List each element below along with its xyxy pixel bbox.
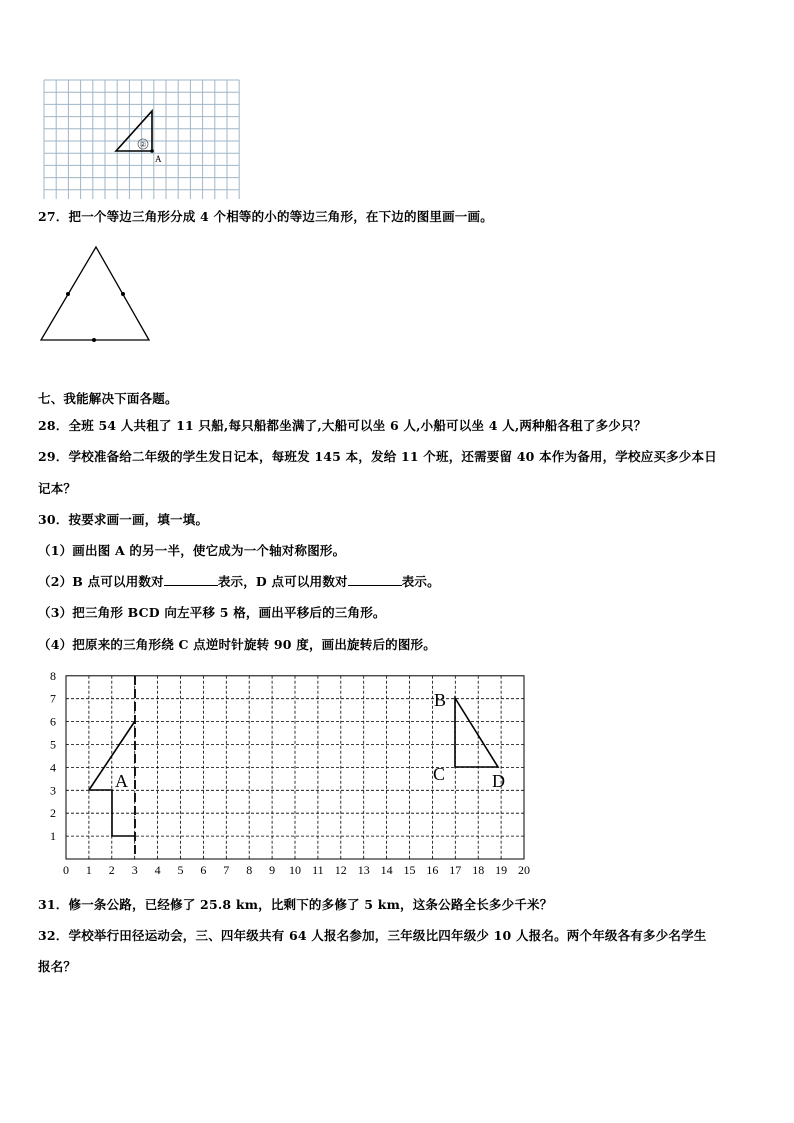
x-tick-label: 13 <box>357 863 370 877</box>
y-tick-label: 8 <box>50 668 56 683</box>
q30-intro: 30．按要求画一画，填一填。 <box>38 512 209 527</box>
x-tick-label: 5 <box>177 863 184 877</box>
point-a-dot <box>150 149 154 153</box>
q30-sub2-c: 表示。 <box>401 574 440 589</box>
x-tick-label: 12 <box>334 863 347 877</box>
x-tick-label: 0 <box>63 863 69 877</box>
x-tick-label: 15 <box>403 863 416 877</box>
label-b: B <box>434 690 447 710</box>
point-a-label: A <box>155 154 162 164</box>
x-tick-label: 1 <box>85 863 92 877</box>
label-c: C <box>433 764 446 784</box>
x-tick-label: 11 <box>312 863 324 877</box>
y-tick-label: 2 <box>50 806 56 821</box>
y-tick-label: 7 <box>50 691 56 706</box>
q30-sub4: （4）把原来的三角形绕 C 点逆时针旋转 90 度，画出旋转后的图形。 <box>38 637 436 652</box>
q27-text: 27．把一个等边三角形分成 4 个相等的小的等边三角形，在下边的图里画一画。 <box>38 209 493 224</box>
x-tick-label: 3 <box>131 863 138 877</box>
label-a: A <box>115 771 128 791</box>
x-tick-label: 2 <box>108 863 115 877</box>
y-tick-label: 3 <box>50 783 56 798</box>
q30-sub2-b: 表示，D 点可以用数对 <box>217 574 348 589</box>
q30-sub1: （1）画出图 A 的另一半，使它成为一个轴对称图形。 <box>38 543 346 558</box>
x-tick-label: 8 <box>246 863 253 877</box>
equilateral-triangle <box>41 247 149 340</box>
y-axis-ticks <box>50 669 56 843</box>
x-tick-label: 17 <box>449 863 462 877</box>
x-tick-label: 10 <box>289 863 301 877</box>
y-tick-label: 6 <box>50 714 56 729</box>
x-tick-label: 16 <box>426 863 439 877</box>
x-tick-label: 18 <box>472 863 485 877</box>
x-tick-label: 4 <box>154 863 161 877</box>
x-tick-label: 7 <box>223 863 230 877</box>
x-tick-label: 14 <box>380 863 393 877</box>
label-d: D <box>492 771 505 791</box>
q30-sub2-a: （2）B 点可以用数对 <box>38 574 164 589</box>
x-tick-label: 9 <box>269 863 276 877</box>
midpoint-right <box>121 292 125 296</box>
q32-line1: 32．学校举行田径运动会，三、四年级共有 64 人报名参加，三年级比四年级少 10 人报名。两个年级各有多少名学生 <box>38 928 707 943</box>
x-tick-label: 6 <box>200 863 207 877</box>
midpoint-bottom <box>92 338 96 342</box>
small-grid-figure <box>43 79 243 199</box>
shape-label: ② <box>139 140 147 149</box>
q30-sub3: （3）把三角形 BCD 向左平移 5 格，画出平移后的三角形。 <box>38 605 386 620</box>
x-tick-label: 19 <box>495 863 508 877</box>
q31-text: 31．修一条公路，已经修了 25.8 km，比剩下的多修了 5 km，这条公路全长多少千米？ <box>38 897 553 912</box>
q30-sub2 <box>38 572 440 590</box>
equilateral-triangle-figure <box>38 243 154 347</box>
q29-line2: 记本？ <box>38 481 77 496</box>
x-tick-label: 20 <box>518 863 530 877</box>
y-tick-label: 4 <box>50 760 56 775</box>
y-tick-label: 1 <box>50 829 56 844</box>
midpoint-left <box>66 292 70 296</box>
answer-blank-b[interactable] <box>164 574 218 586</box>
q29-line1: 29．学校准备给二年级的学生发日记本，每班发 145 本，发给 11 个班，还需要留 40 本作为备用，学校应买多少本日 <box>38 449 717 464</box>
section7-heading: 七、我能解决下面各题。 <box>38 391 178 406</box>
x-axis-ticks <box>63 863 530 877</box>
q28-text: 28．全班 54 人共租了 11 只船,每只船都坐满了,大船可以坐 6 人,小船可以坐 4 人,两种船各租了多少只？ <box>38 418 647 433</box>
coordinate-grid-figure <box>40 668 540 880</box>
y-tick-label: 5 <box>50 737 56 752</box>
triangle-bcd <box>455 698 498 767</box>
q32-line2: 报名？ <box>38 959 77 974</box>
answer-blank-d[interactable] <box>348 574 402 586</box>
